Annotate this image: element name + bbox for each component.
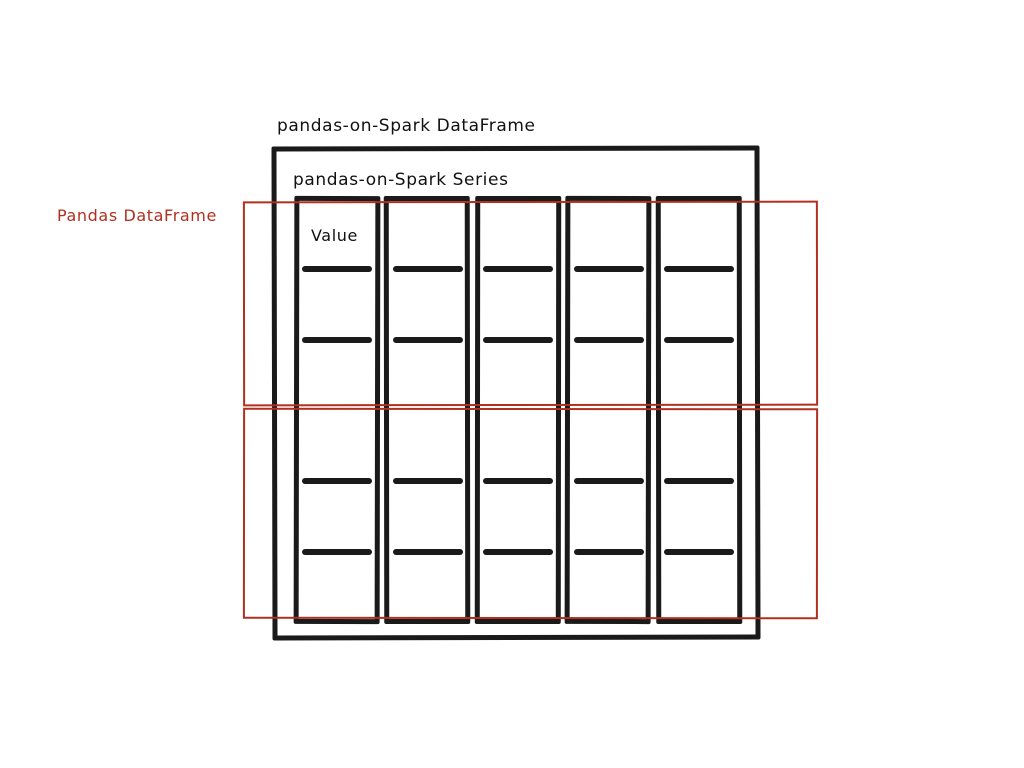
- pandas-on-spark-series-label: pandas-on-Spark Series: [293, 170, 509, 190]
- pandas-on-spark-dataframe-label: pandas-on-Spark DataFrame: [277, 116, 536, 136]
- value-column-header: Value: [311, 226, 358, 245]
- pandas-dataframe-label: Pandas DataFrame: [57, 206, 217, 225]
- pandas-dataframe-box-2: [243, 408, 818, 620]
